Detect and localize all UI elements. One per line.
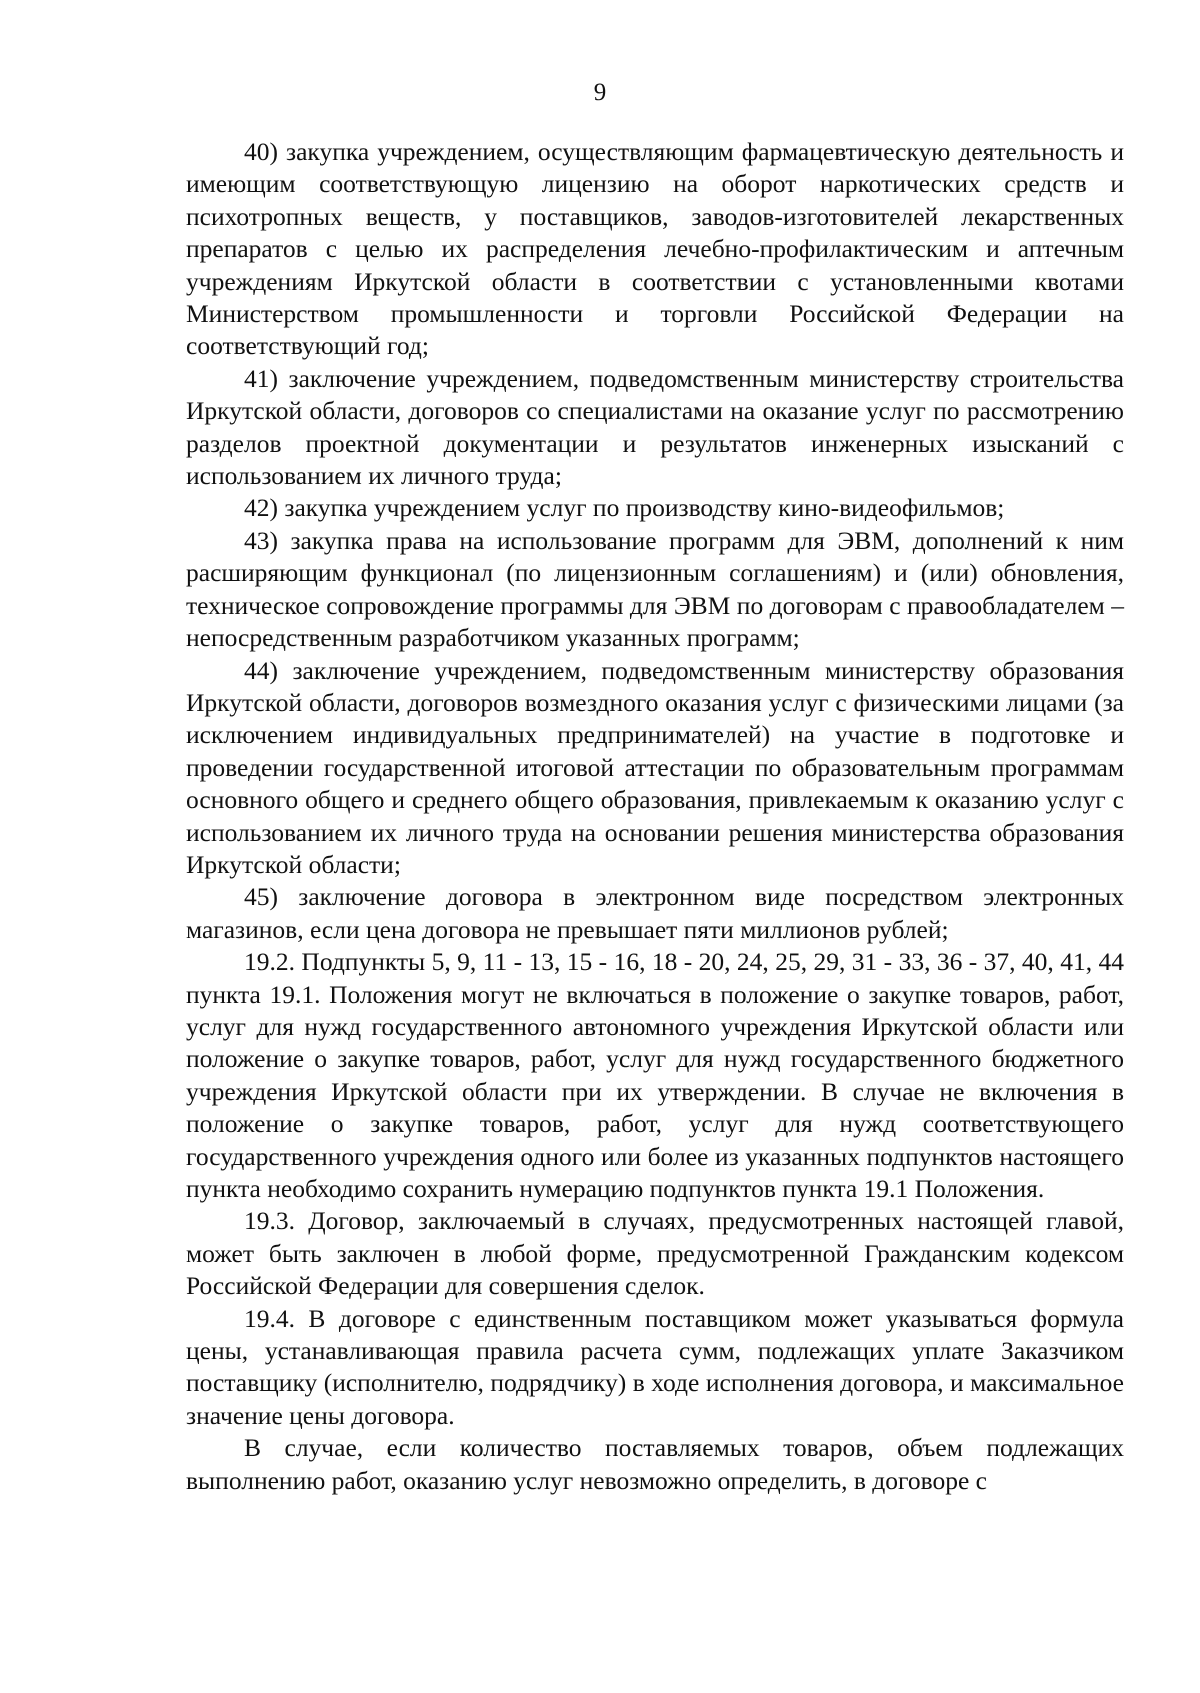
page-number: 9 (593, 79, 607, 106)
paragraph-item-44: 44) заключение учреждением, подведомственным министерству образования Иркутской области, договоров возмездного оказания услуг с физическими лицами (за исключением индивидуальных предпринимателей) на участие в подготовке и проведении государственной итоговой аттестации по образовательным программам основного общего и среднего общего образования, привлекаемым к оказанию услуг с использованием их личного труда на основании решения министерства образования Иркутской области; (186, 655, 1124, 879)
paragraph-item-41: 41) заключение учреждением, подведомственным министерству строительства Иркутской области, договоров со специалистами на оказание услуг по рассмотрению разделов проектной документации и результатов инженерных изысканий с использованием их личного труда; (186, 363, 1124, 491)
paragraph-continuation: В случае, если количество поставляемых товаров, объем подлежащих выполнению работ, оказанию услуг невозможно определить, в договоре с (186, 1433, 1124, 1495)
paragraph-clause-19-4: 19.4. В договоре с единственным поставщиком может указываться формула цены, устанавливающая правила расчета сумм, подлежащих уплате Заказчиком поставщику (исполнителю, подрядчику) в ходе исполнения договора, и максимальное значение цены договора. (186, 1303, 1124, 1430)
paragraph-clause-19-3: 19.3. Договор, заключаемый в случаях, предусмотренных настоящей главой, может быть заключен в любой форме, предусмотренной Гражданским кодексом Российской Федерации для совершения сделок. (186, 1206, 1124, 1301)
paragraph-item-42: 42) закупка учреждением услуг по производству кино-видеофильмов; (244, 493, 1005, 523)
paragraph-clause-19-2: 19.2. Подпункты 5, 9, 11 - 13, 15 - 16, 18 - 20, 24, 25, 29, 31 - 33, 36 - 37, 40, 41, 44 пункта 19.1. Положения могут не включаться в положение о закупке товаров, работ, услуг для нужд государственного автономного учреждения Иркутской области или положение о закупке товаров, работ, услуг для нужд государственного бюджетного учреждения Иркутской области при их утверждении. В случае не включения в положение о закупке товаров, работ, услуг для нужд соответствующего государственного учреждения одного или более из указанных подпунктов настоящего пункта необходимо сохранить нумерацию подпунктов пункта 19.1 Положения. (186, 947, 1124, 1203)
paragraph-item-40: 40) закупка учреждением, осуществляющим фармацевтическую деятельность и имеющим соответствующую лицензию на оборот наркотических средств и психотропных веществ, у поставщиков, заводов-изготовителей лекарственных препаратов с целью их распределения лечебно-профилактическим и аптечным учреждениям Иркутской области в соответствии с установленными квотами Министерством промышленности и торговли Российской Федерации на соответствующий год; (186, 137, 1124, 361)
paragraph-item-45: 45) заключение договора в электронном виде посредством электронных магазинов, если цена договора не превышает пяти миллионов рублей; (186, 882, 1124, 944)
paragraph-item-43: 43) закупка права на использование программ для ЭВМ, дополнений к ним расширяющим функционал (по лицензионным соглашениям) и (или) обновления, техническое сопровождение программы для ЭВМ по договорам с правообладателем – непосредственным разработчиком указанных программ; (186, 525, 1124, 653)
document-body (186, 136, 1124, 1497)
